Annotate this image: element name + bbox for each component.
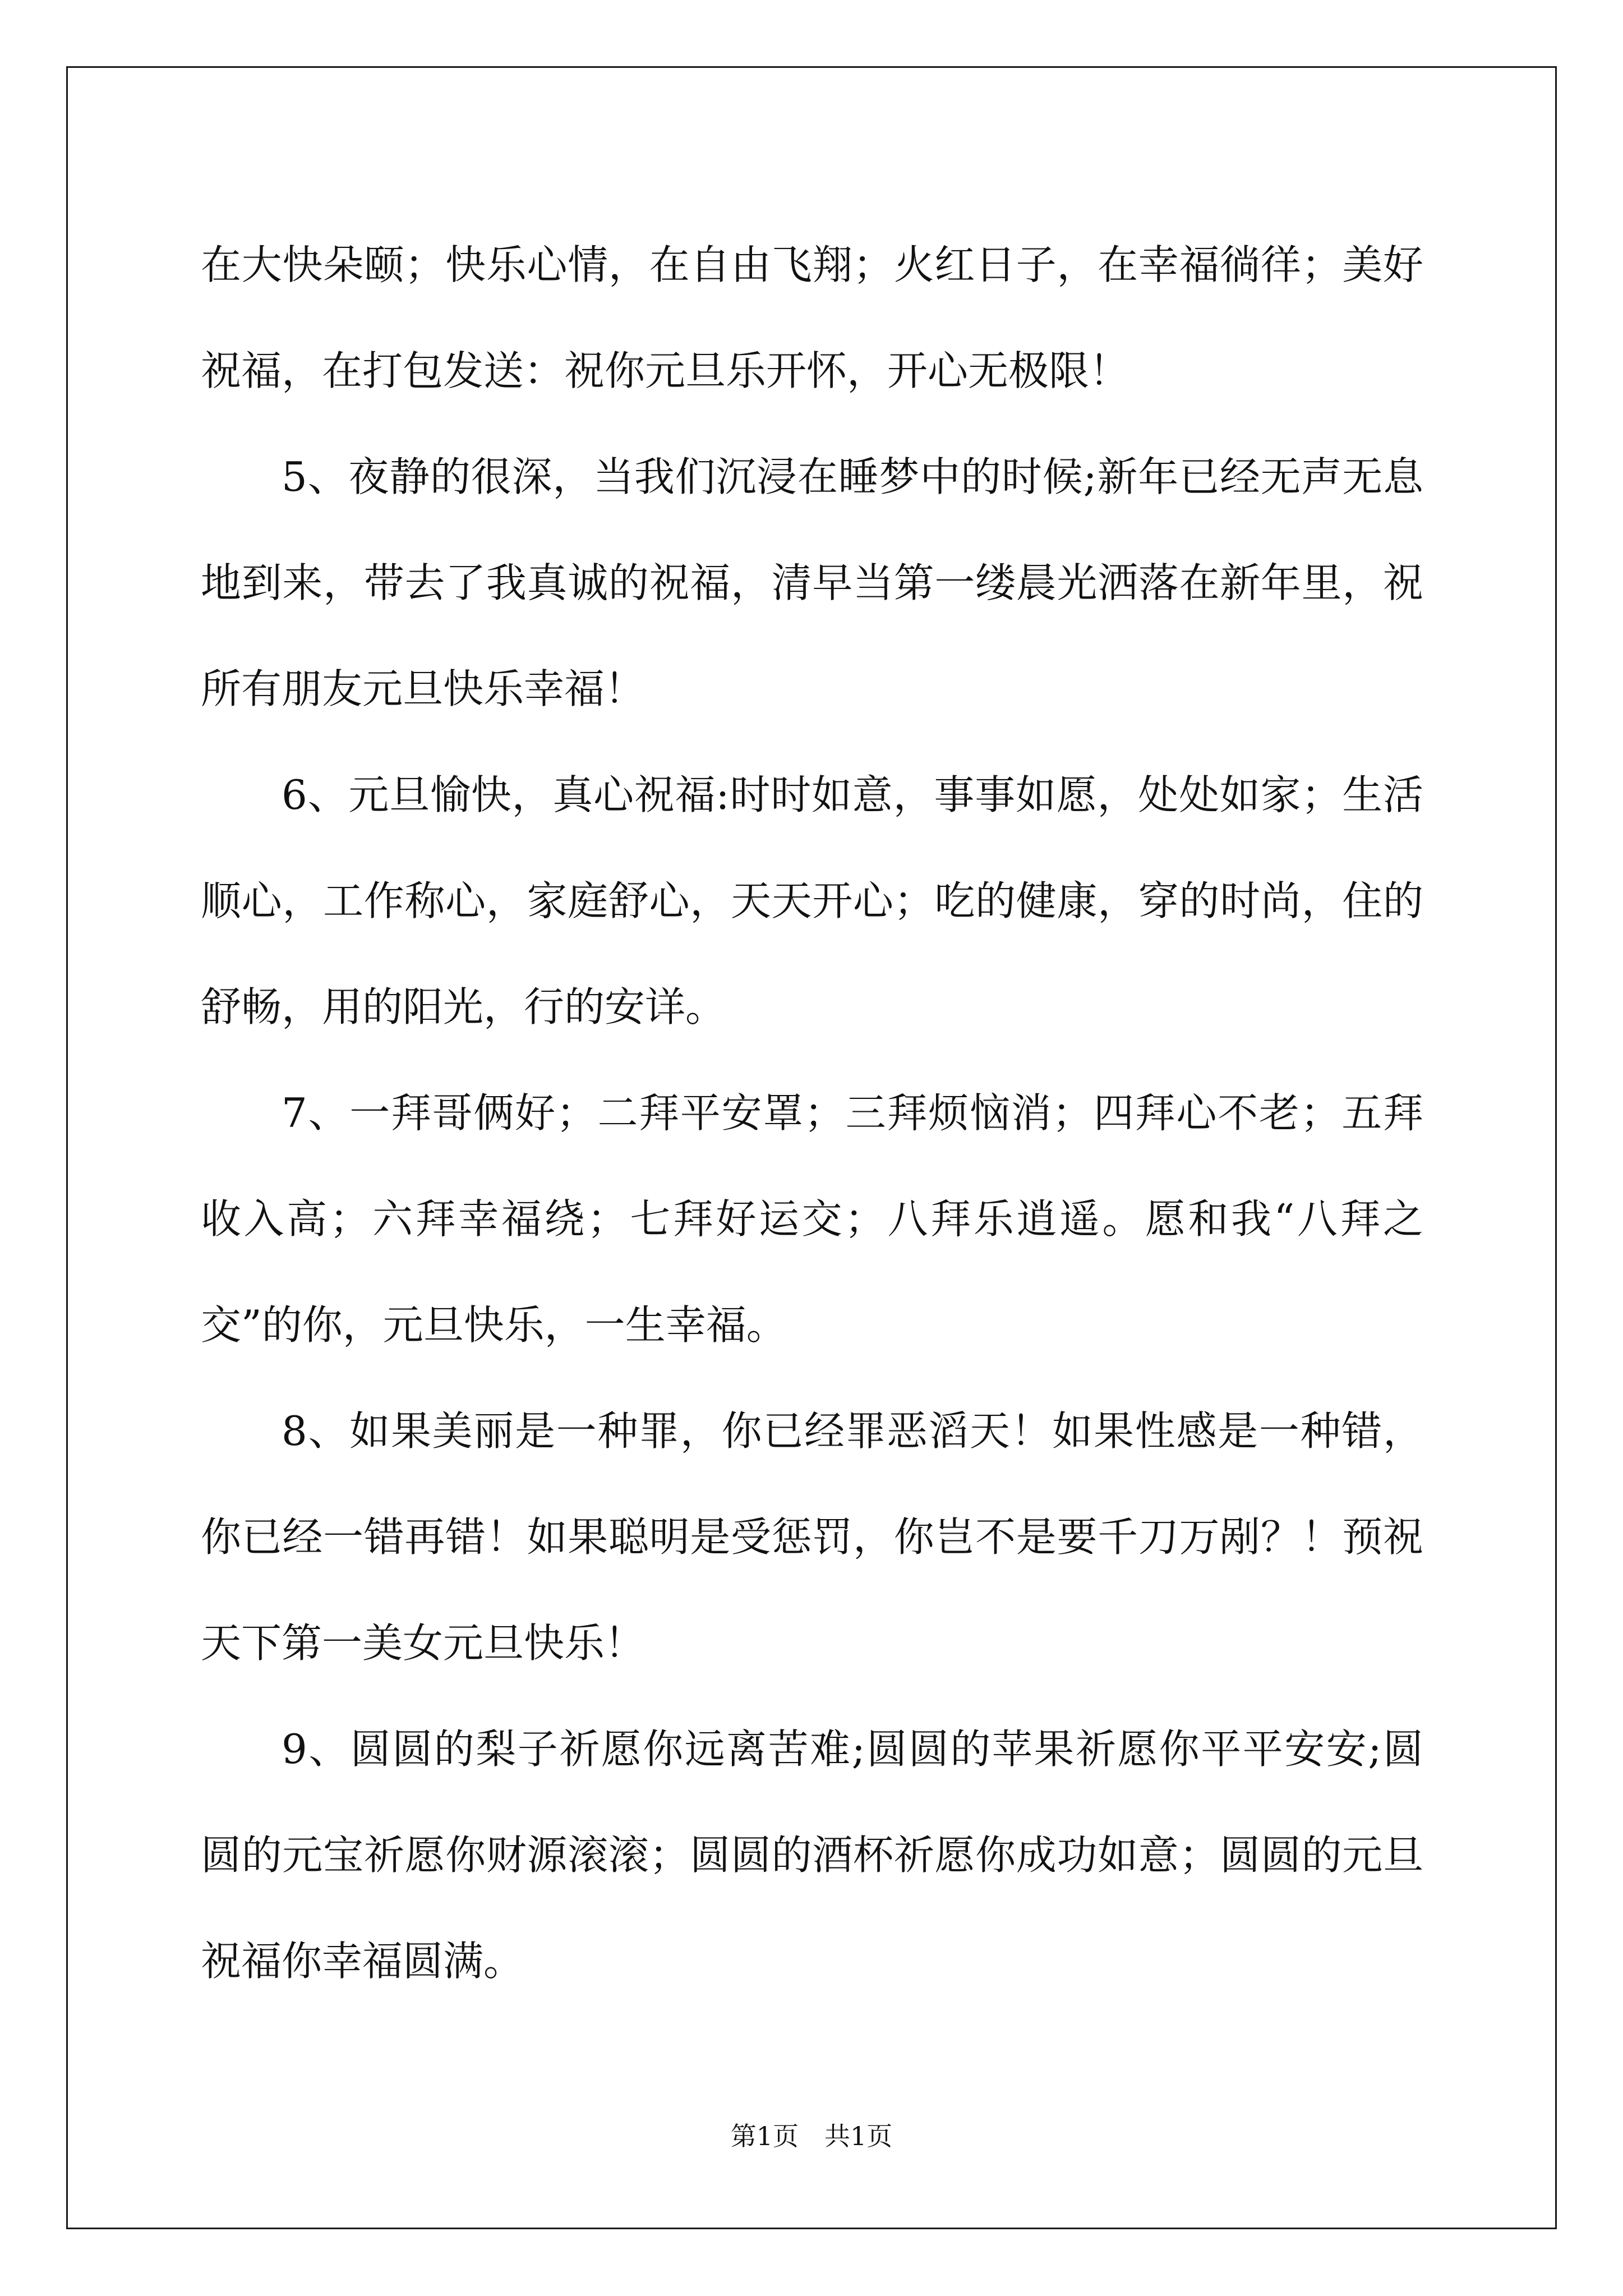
paragraph-3: 6、元旦愉快，真心祝福:时时如意，事事如愿，处处如家；生活顺心，工作称心，家庭舒心，天天开心；吃的健康，穿的时尚，住的舒畅，用的阳光，行的安详。 — [201, 771, 1423, 1030]
paragraph-2: 5、夜静的很深，当我们沉浸在睡梦中的时候;新年已经无声无息地到来，带去了我真诚的祝福，清早当第一缕晨光洒落在新年里，祝所有朋友元旦快乐幸福！ — [201, 453, 1423, 712]
paragraph-5: 8、如果美丽是一种罪，你已经罪恶滔天！如果性感是一种错，你已经一错再错！如果聪明是受惩罚，你岂不是要千刀万剐？！预祝天下第一美女元旦快乐！ — [201, 1407, 1423, 1667]
paragraph-1: 在大快朵颐；快乐心情，在自由飞翔；火红日子，在幸福徜徉；美好祝福，在打包发送：祝你元旦乐开怀，开心无极限！ — [201, 241, 1423, 394]
document-body — [201, 212, 1423, 2014]
paragraph-6: 9、圆圆的梨子祈愿你远离苦难;圆圆的苹果祈愿你平平安安;圆圆的元宝祈愿你财源滚滚；圆圆的酒杯祈愿你成功如意；圆圆的元旦祝福你幸福圆满。 — [201, 1726, 1423, 1985]
paragraph-4: 7、一拜哥俩好；二拜平安罩；三拜烦恼消；四拜心不老；五拜收入高；六拜幸福绕；七拜好运交；八拜乐逍遥。愿和我“八拜之交”的你，元旦快乐，一生幸福。 — [201, 1089, 1423, 1349]
page-footer: 第1页 共1页 — [730, 2121, 893, 2151]
